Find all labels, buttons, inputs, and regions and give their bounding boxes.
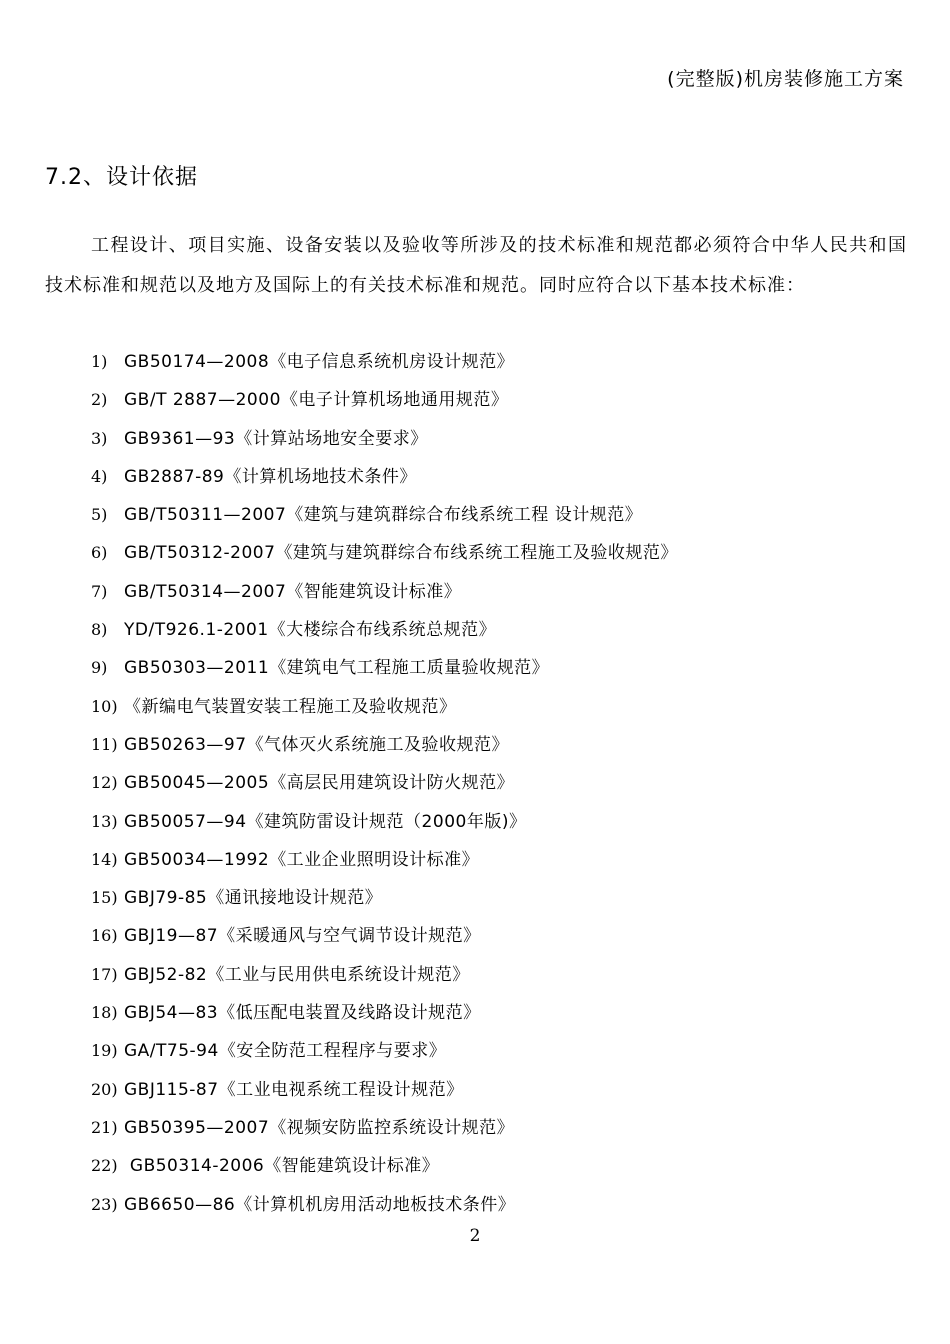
standard-item-number: 14)	[91, 849, 118, 869]
standard-list-item	[0, 420, 950, 458]
standard-item-title: 《通讯接地设计规范》	[207, 888, 383, 909]
standard-item-title: 《计算机机房用活动地板技术条件》	[235, 1194, 516, 1215]
standard-item-code: GB50303—2011	[124, 658, 270, 679]
standard-item-number: 22)	[91, 1156, 118, 1176]
standard-item-title: 《气体灭火系统施工及验收规范》	[246, 734, 510, 755]
standard-item-code: GBJ115-87	[124, 1079, 219, 1100]
standard-list-item	[0, 956, 950, 994]
standard-item-number: 11)	[91, 734, 118, 754]
standard-item-number: 5)	[91, 505, 108, 525]
standard-item-number: 16)	[91, 926, 118, 946]
standard-list-item	[0, 917, 950, 955]
page-number: 2	[469, 1226, 481, 1246]
standard-item-code: GB/T 2887—2000	[124, 390, 281, 411]
standard-item-title: 《安全防范工程程序与要求》	[218, 1041, 447, 1062]
standard-item-code: GBJ19—87	[124, 926, 219, 947]
standard-item-code: GA/T75-94	[124, 1041, 219, 1062]
standard-item-code: GB50174—2008	[124, 352, 270, 372]
standard-item-title: 《智能建筑设计标准》	[286, 581, 462, 602]
standard-item-number: 10)	[91, 696, 118, 716]
standard-item-number: 9)	[91, 658, 108, 678]
standard-list-item	[0, 649, 950, 687]
standard-list-item	[0, 994, 950, 1032]
standard-item-title: 《建筑与建筑群综合布线系统工程 设计规范》	[286, 505, 643, 526]
standard-item-code: GB/T50311—2007	[124, 505, 287, 526]
standard-list-item	[0, 726, 950, 764]
standard-item-code: GB50314-2006	[124, 1156, 265, 1177]
standard-item-title: 《新编电气装置安装工程施工及验收规范》	[124, 696, 457, 717]
standard-item-number: 12)	[91, 773, 118, 793]
standard-item-title: 《工业企业照明设计标准》	[269, 849, 480, 870]
standard-item-number: 3)	[91, 428, 108, 448]
standard-list-item	[0, 764, 950, 802]
section-title: 7.2、设计依据	[45, 165, 198, 190]
standard-item-number: 21)	[91, 1117, 118, 1137]
standard-item-title: 《建筑电气工程施工质量验收规范》	[269, 658, 550, 679]
standard-item-number: 18)	[91, 1003, 118, 1023]
standard-item-title: 《工业电视系统工程设计规范》	[218, 1079, 464, 1100]
intro-paragraph: 工程设计、项目实施、设备安装以及验收等所涉及的技术标准和规范都必须符合中华人民共和国技术标准和规范以及地方及国际上的有关技术标准和规范。同时应符合以下基本技术标准：	[45, 235, 907, 296]
standard-item-number: 4)	[91, 466, 108, 486]
standard-item-code: GB9361—93	[124, 428, 236, 449]
standard-item-number: 17)	[91, 964, 118, 984]
standard-item-code: YD/T926.1-2001	[124, 620, 269, 641]
standard-list-item	[0, 573, 950, 611]
standard-list-item	[0, 343, 950, 381]
standard-item-title: 《建筑防雷设计规范（2000年版)》	[246, 811, 527, 832]
standard-item-number: 19)	[91, 1041, 118, 1061]
standard-item-code: GB/T50314—2007	[124, 581, 287, 602]
standard-item-number: 1)	[91, 352, 108, 371]
standard-item-code: GB50263—97	[124, 734, 247, 755]
standard-item-code: GB50045—2005	[124, 773, 270, 794]
standard-item-code: GBJ79-85	[124, 888, 208, 909]
standard-item-title: 《低压配电装置及线路设计规范》	[218, 1003, 481, 1024]
standard-list-item	[0, 458, 950, 496]
standard-list-item	[0, 1032, 950, 1070]
standard-item-code: GB/T50312-2007	[124, 543, 276, 564]
standard-item-code: GB2887-89	[124, 466, 225, 487]
standard-item-number: 2)	[91, 390, 108, 410]
standard-item-number: 23)	[91, 1194, 118, 1214]
standard-item-title: 《计算机场地技术条件》	[224, 466, 417, 487]
standard-item-number: 8)	[91, 620, 108, 640]
standard-list-item	[0, 1071, 950, 1109]
standard-item-title: 《视频安防监控系统设计规范》	[269, 1117, 515, 1138]
standard-list-item	[0, 1109, 950, 1147]
standard-item-code: GB50034—1992	[124, 849, 270, 870]
standard-item-code: GBJ54—83	[124, 1003, 219, 1024]
standard-item-title: 《电子计算机场地通用规范》	[280, 390, 509, 411]
standard-item-code: GB50057—94	[124, 811, 247, 832]
standard-item-code: GBJ52-82	[124, 964, 208, 985]
standard-list-item	[0, 803, 950, 841]
standard-list-item	[0, 381, 950, 419]
standard-list-item	[0, 611, 950, 649]
standard-item-title: 《智能建筑设计标准》	[264, 1156, 440, 1177]
standard-item-number: 7)	[91, 581, 108, 601]
standard-item-title: 《工业与民用供电系统设计规范》	[207, 964, 470, 985]
standard-item-title: 《高层民用建筑设计防火规范》	[269, 773, 515, 794]
standard-item-number: 6)	[91, 543, 108, 563]
standard-list-item	[0, 879, 950, 917]
standard-item-number: 15)	[91, 888, 118, 908]
standard-list-item	[0, 496, 950, 534]
document-title-header: (完整版)机房装修施工方案	[667, 68, 904, 90]
standard-item-code: GB50395—2007	[124, 1117, 270, 1138]
standard-item-number: 20)	[91, 1079, 118, 1099]
standard-item-number: 13)	[91, 811, 118, 831]
standard-list-item	[0, 1147, 950, 1185]
standard-list-item	[0, 1186, 950, 1224]
standard-item-title: 《大楼综合布线系统总规范》	[268, 620, 497, 641]
standard-item-code: GB6650—86	[124, 1194, 236, 1215]
standard-list-item	[0, 841, 950, 879]
standard-list-item	[0, 534, 950, 572]
standard-item-title: 《采暖通风与空气调节设计规范》	[218, 926, 481, 947]
standard-item-title: 《建筑与建筑群综合布线系统工程施工及验收规范》	[275, 543, 678, 564]
standard-item-title: 《计算站场地安全要求》	[235, 428, 428, 449]
standard-item-title: 《电子信息系统机房设计规范》	[269, 352, 515, 372]
standard-list-item	[0, 688, 950, 726]
standards-list	[0, 343, 950, 1224]
